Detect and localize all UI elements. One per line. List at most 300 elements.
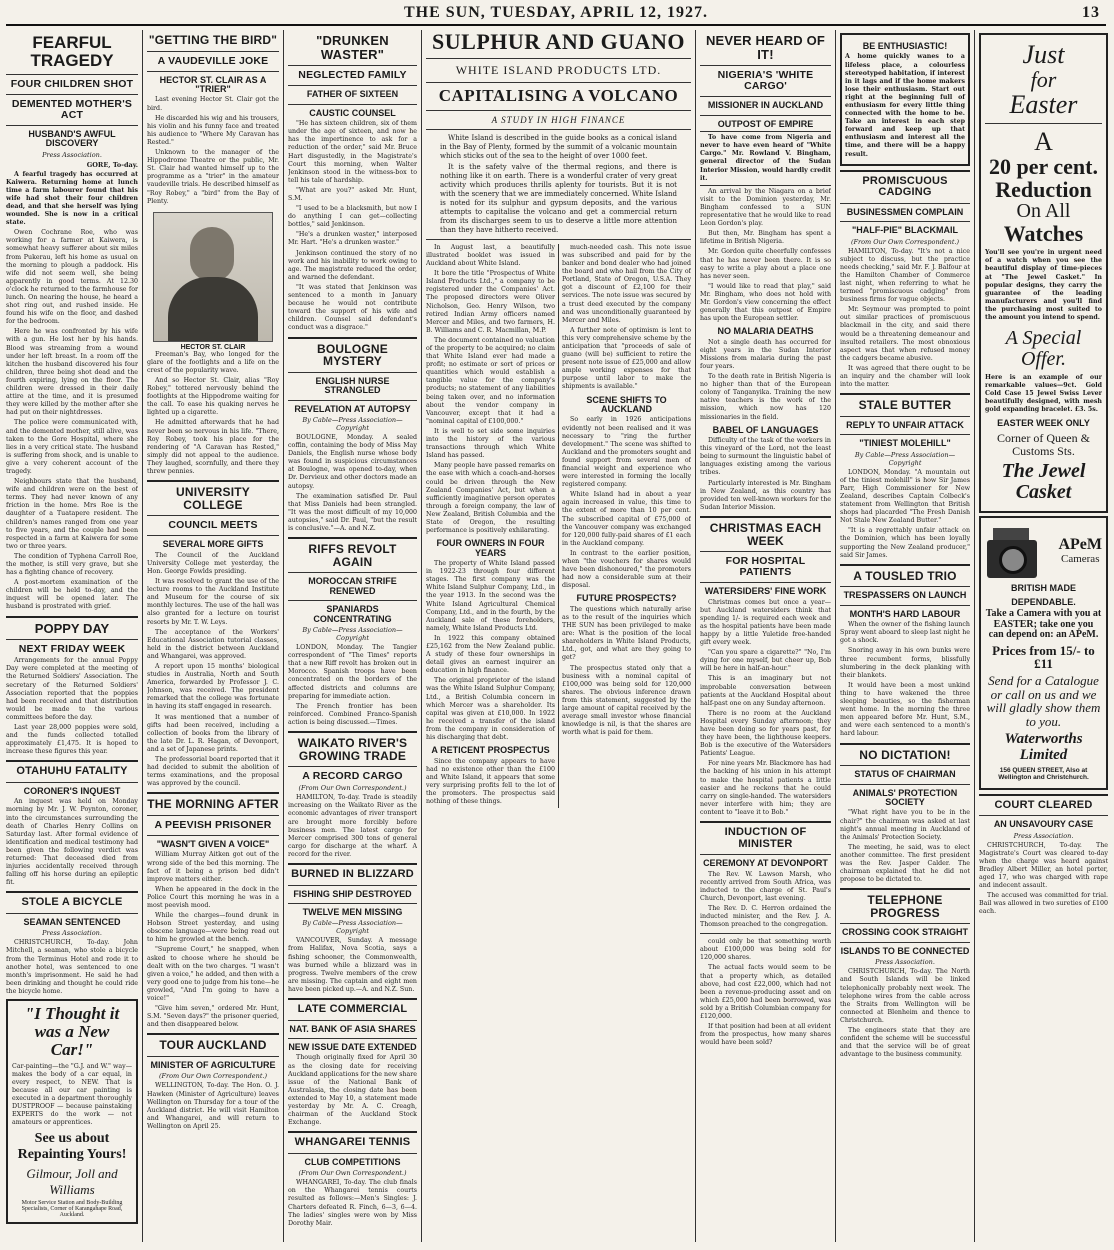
subheadline: SEAMAN SENTENCED [23, 916, 121, 927]
camera-lens-shape [999, 546, 1027, 574]
feature-kicker: A STUDY IN HIGH FINANCE [491, 114, 626, 125]
divider [840, 393, 970, 395]
paragraph: "I used to be a blacksmith, but now I do anything I can get—collecting bottles," said Jenkinson. [288, 205, 417, 229]
paragraph: Here he was confronted by his wife with a gun. He lost her by his hands. Blood was streaming from a wound under her left breast. In a room off the kitchen the husband discovered his four children, three being shot dead and the fourth expiring, lying on the floor. The children were dressed in their daily attire at the time, and it is presumed they were killed by the mother after she had put on their nightdresses. [6, 328, 138, 417]
article-headline: CHRISTMAS EACH WEEK [709, 520, 822, 548]
ad-discount-line: Watches [1003, 221, 1084, 247]
subheadline: SEVERAL MORE GIFTS [162, 539, 264, 550]
divider [840, 888, 970, 890]
logo-word: Limited [1019, 747, 1068, 764]
column-7-ads [979, 30, 1108, 1242]
subheadline: "WASN'T GIVEN A VOICE" [156, 838, 270, 849]
divider [288, 600, 417, 601]
column-rule [283, 30, 284, 1242]
paragraph: "Supreme Court," he snapped, when asked to choose where he should be dealt with on the two charges. "I wasn't given a voice," he added, and then with a very good one to judge from his tone—he growled, "And I'm going to have a voice!" [147, 946, 279, 1003]
paragraph: "Can you spare a cigarette?" "No, I'm dying for one myself, but cheer up, Bob will be here in half-an-hour." [700, 649, 831, 673]
paragraph: A further note of optimism is lent to this very comprehensive scheme by the anticipation that "proceeds of sale of guano (will be) sufficient to retire the present note issue of £25,000 and allow ample working expenses for that purpose until labor to make the shipments is available." [562, 326, 691, 391]
paragraph: An arrival by the Niagara on a brief visit to the Dominion yesterday, Mr. Bingham confessed to a SUN representative that he would like to read Leon Gordon's play. [700, 187, 831, 228]
column-rule [558, 244, 559, 808]
paragraph: WHANGAREI, To-day. The club finals on the Whangarei tennis courts resulted as follows:—Men's Singles: J. Charters defeated R. Finch, 6—3, 6—4. The ladies' singles were won by Miss Dorothy Mair. [288, 1179, 417, 1227]
paragraph: Owen Cochrane Roe, who was working for a farmer at Kaiwera, is somewhat heavy sufferer about six miles from Pukerau, left his home as usual on the morning to plough a paddock. His wife did not seem well, she being apparently in good terms. At 12.30 o'clock he returned to the farmhouse for lunch. On nearing the house, he heard a shot ring out, and rushed inside. He found his wife on the floor, and dashed for the bedroom. [6, 229, 138, 326]
paragraph: The accused was committed for trial. Bail was allowed in two sureties of £100 each. [979, 892, 1108, 916]
divider [6, 94, 138, 95]
article-headline: LATE COMMERCIAL [297, 1003, 408, 1016]
divider [147, 1056, 279, 1057]
section-heading: SCENE SHIFTS TO AUCKLAND [586, 394, 667, 414]
divider [6, 74, 138, 75]
divider [147, 51, 279, 52]
divider [6, 125, 138, 126]
paragraph: Mr. Gordon quite cheerfully confesses that he has never been there. It is so easy to write a play about a place one has never seen. [700, 248, 831, 280]
paragraph: When he appeared in the dock in the Police Court this morning he was in a most peevish mood. [147, 885, 279, 909]
column-1 [6, 30, 138, 1242]
subheadline: BUSINESSMEN COMPLAIN [846, 206, 964, 217]
paragraph: The original proprietor of the island was the White Island Sulphur Company, Ltd., a British Columbia concern in which Mercer was a shareholder. Its capital was given at £10,000. In 1922 he received a transfer of the island from the company in consideration of his discharging that debt. [426, 677, 555, 741]
paragraph: "What right have you to be in the chair?" the chairman was asked at last night's annual meeting in Auckland of the Animals' Protection Society. [840, 809, 970, 841]
divider [426, 58, 691, 59]
subheadline: CLUB COMPETITIONS [304, 1156, 401, 1167]
paragraph: It is well to set side some inquiries into the history of the various transactions through which White Island has passed. [426, 427, 555, 460]
paragraph: The Rev. D. C. Herron ordained the inducted minister, and the Rev. J. A. Thomson preached to the congregation. [700, 904, 831, 929]
article-headline: STOLE A BICYCLE [21, 896, 123, 909]
subheadline: ANIMALS' PROTECTION SOCIETY [852, 787, 958, 807]
portrait-photo [153, 212, 273, 342]
divider [288, 372, 417, 373]
subheadline: CROSSING COOK STRAIGHT [841, 927, 968, 938]
article-headline: TELEPHONE PROGRESS [867, 893, 943, 920]
paragraph: The meeting, he said, was to elect another committee. The first president was the Rev. Jasper Calder. The chairman explained that he did not propose to be dictated to. [840, 843, 970, 884]
paragraph: could only be that something worth about £100,000 was being sold for 120,000 shares. [700, 938, 831, 962]
divider [840, 170, 970, 172]
subheadline: NIGERIA'S 'WHITE CARGO' [717, 69, 814, 93]
ad-logo-jewel-casket [985, 461, 1102, 503]
photo-caption: HECTOR ST. CLAIR [180, 343, 246, 351]
section-heading: NO MALARIA DEATHS [717, 326, 814, 337]
byline: By Cable—Press Association—Copyright [302, 626, 403, 643]
subheadline: ISLANDS TO BE CONNECTED [840, 945, 970, 956]
paragraph: "It is a regrettably unfair attack on the Dominion, which has been loyally supporting the New Zealand producer," said Sir James. [840, 527, 970, 559]
ad-discount-line: A [1034, 126, 1053, 156]
divider [288, 863, 417, 865]
paragraph: In contrast to the earlier position, when "the vouchers for shares would have been dishonoured," the promoters had now a considerable sum at their disposal. [562, 549, 691, 590]
paragraph: The Council of the Auckland University College met yesterday, the Hon. George Fowlds presiding. [147, 551, 279, 575]
column-rule [974, 30, 975, 1242]
paragraph: This is an imaginary but not improbable conversation between patients at the Auckland Hospital about half-past one on any Sunday afternoon. [700, 675, 831, 707]
feature-subheadline: WHITE ISLAND PRODUCTS LTD. [455, 63, 662, 78]
article-headline: THE MORNING AFTER [147, 797, 279, 812]
divider [426, 129, 691, 130]
paragraph: The property of White Island passed in 1922-23 through four different stages. The first company was the White Island Sulphur Company, Ltd., in the year 1913. In the second was the White Island Agricultural Chemical Company, Ltd., and in the fourth, by the Auckland sale of these foreholders, namely, White Island Products Ltd. [426, 560, 555, 632]
article-headline: BURNED IN BLIZZARD [291, 867, 414, 880]
article-headline: OTAHUHU FATALITY [16, 765, 128, 778]
subheadline: AN UNSAVOURY CASE [993, 819, 1094, 830]
paragraph: LONDON, Monday. "A mountain out of the tiniest molehill" is how Sir James Parr, High Commissioner for New Zealand, describes Captain Colbeck's statement from Wellington that British shops had placarded "The Fresh Danish Not Stale New Zealand Butter." [840, 468, 970, 525]
subheadline: NEGLECTED FAMILY [298, 69, 407, 82]
article-headline: BOULOGNE MYSTERY [317, 341, 388, 369]
divider [840, 765, 970, 766]
divider [700, 854, 831, 855]
paragraph: WELLINGTON, To-day. The Hon. O. J. Hawken (Minister of Agriculture) leaves Wellington on Thursday for a tour of the Auckland district. He will visit Hamilton and Whangarei, and will return to Wellington on April 25. [147, 1082, 279, 1130]
subheadline: TRESPASSERS ON LAUNCH [843, 590, 967, 601]
paragraph: It was agreed that there ought to be an inquiry and the chamber will look into the matter. [840, 364, 970, 389]
divider [979, 794, 1108, 796]
paragraph: In August last, a beautifully illustrated booklet was issued in Auckland about White Island. [426, 243, 555, 268]
subheadline: SPANIARDS CONCENTRATING [313, 604, 392, 624]
divider [288, 1153, 417, 1154]
paragraph: The engineers state that they are confident the scheme will be successful and that the service will be of great advantage to the business community. [840, 1026, 970, 1059]
paragraph: Last evening Hector St. Clair got the bird. [147, 96, 279, 112]
paragraph: BOULOGNE, Monday. A sealed coffin, containing the body of Miss May Daniels, the English nurse whose body was found in suspicious circumstances at Boulogne, was opened to-day, when Dr. Dervieux and other doctors made an autopsy. [288, 434, 417, 490]
logo-word: The [1001, 460, 1034, 483]
paragraph: A fearful tragedy has occurred at Kaiwera. Returning home at lunch time a farm labourer found that his wife had shot their four children dead, and that she herself was lying wounded. She is now in a critical state. [6, 170, 138, 227]
paragraph: It bore the title "Prospectus of White Island Products Ltd.," a company to be registered under the Companies' Act. The proposed directors were Oliver Nicholson, Geo. Henry Wilson, two retired Indian Army officers named Mercer and Miles, and two farmers, H. B. Williams and C. R. Macmillan, M.P. [426, 270, 555, 334]
ad-address: Motor Service Station and Body-Building Specialists, Corner of Karangahape Road, Auckland. [21, 1200, 123, 1219]
divider [288, 766, 417, 767]
ad-address: 156 QUEEN STREET, Also at Wellington and Christchurch. [998, 766, 1089, 781]
column-rule [835, 30, 836, 1242]
column-2 [147, 30, 279, 1242]
paragraph: William Murray Aitken got out of the wrong side of the bed this morning. The fact of it being a prison bed didn't improve matters either. [147, 851, 279, 883]
divider [700, 821, 831, 823]
paragraph: The actual facts would seem to be that a property which, as detailed above, had cost £22,000, which had not been a revenue-producing asset and on which £25,000 had been borrowed, was sold by a British Columbian company for £120,000. [700, 964, 831, 1021]
divider [288, 537, 417, 539]
divider [840, 942, 970, 943]
ad-price: Prices from 15/- to £11 [992, 642, 1095, 672]
paragraph: CHRISTCHURCH, To-day. John Mitchell, a seaman, who stole a bicycle from the Terminus Hotel and rode it to another hotel, was sentenced to one month's imprisonment. He said he had been drinking and thought he could ride the bicycle home. [6, 939, 138, 995]
paragraph: The acceptance of the Workers' Educational Association tutorial classes, held in the district between Auckland and Whangarei, was approved. [147, 628, 279, 660]
paragraph: Freeman's Bay, who longed for the glare of the footlights and a life on the crest of the popularity wave. [147, 350, 279, 374]
paragraph: A report upon 15 months' biological studies in Australia, North and South America, forwarded by Professor J. C. Johnson, was received. The president remarked that the college was fortunate in having its staff engaged in research. [147, 662, 279, 711]
article-headline: POPPY DAY [34, 620, 110, 636]
paragraph: In 1922 this company obtained £25,162 from the New Zealand public. A study of these four ownerships in detail gives an earnest inquirer an education in high finance. [426, 634, 555, 675]
divider [840, 203, 970, 204]
page-number: 13 [1082, 4, 1100, 21]
article-headline: UNIVERSITY COLLEGE [175, 485, 250, 512]
enthusiasm-box [840, 33, 970, 166]
paragraph: When the owner of the fishing launch Spray went aboard to sleep last night he got a shock. [840, 621, 970, 645]
ad-discount-line: 20 per cent. [989, 153, 1098, 179]
paragraph: Though originally fixed for April 30 as the closing date for receiving Auckland applications for the new share issue of the National Bank of Australasia, the closing date has been extended to May 10, a statement made yesterday by Mr. A. C. Creagh, chairman of the Auckland Stock Exchange. [288, 1054, 417, 1127]
masthead-title: THE SUN, TUESDAY, APRIL 12, 1927. [403, 4, 709, 21]
paragraph: much-needed cash. This note issue was subscribed and paid for by the banker and bond dealer who had joined the board and who hail from the City of Portland, State of Oregon, U.S.A. They got a discount of £2,100 for their services. The note issue was secured by a trust deed executed by the company and was unconditionally guaranteed by Mercer and Miles. [562, 243, 691, 324]
paragraph: Snoring away in his own bunks were three recumbent forms, blissfully slumbering in the deck planking with their blankets. [840, 647, 970, 679]
divider [840, 743, 970, 745]
divider [147, 792, 279, 794]
paragraph: Since the company appears to have had no existence other than the £100 and White Island, it appears that some very surprising profits fell to the lot of the promoters. The prospectus said nothing of these things. [426, 757, 555, 805]
subheadline: MISSIONER IN AUCKLAND [707, 100, 824, 111]
article-headline: INDUCTION OF MINISTER [724, 826, 807, 850]
ad-body: Car-painting—the "G.J. and W." way—makes the body of a car equal, in every respect, to NEW. That is because all our car painting is executed in a department thoroughly DUSTPROOF — because painstaking EXPERTS do the work — not amateurs or apprentices. [12, 1062, 132, 1127]
article-headline: "GETTING THE BIRD" [148, 33, 278, 47]
divider [147, 71, 279, 72]
subheadline: A VAUDEVILLE JOKE [157, 54, 269, 67]
divider [147, 815, 279, 816]
article-headline: A TOUSLED TRIO [853, 568, 957, 583]
paragraph: "I would like to read that play," said Mr. Bingham, who does not hold with Mr. Gordon's view concerning the effect generally that this outpost of Empire has upon the European settler. [700, 282, 831, 323]
subheadline: MONTH'S HARD LABOUR [849, 608, 961, 619]
paragraph: The French frontier has been reinforced. Combined Franco-Spanish action is being discussed.—Times. [288, 702, 417, 726]
paragraph: The examination satisfied Dr. Paul that Miss Daniels had been strangled. "It was the most difficult of my 10,000 autopsies," said Dr. Paul, "but the result is conclusive."—A. and N.Z. [288, 492, 417, 533]
portrait-body-shape [168, 277, 258, 341]
divider [147, 835, 279, 836]
ad-catalogue: Send for a Catalogue or call on us and we will gladly show them to you. [986, 672, 1101, 729]
paragraph: He admitted afterwards that he had never been so nervous in his life. "There, Roy Robey, took his place for the rendering of "A Caravan has Rested," simply did not appeal to the audience. They laughed, scornfully, and there they threw pennies. [147, 419, 279, 476]
subheadline: "HALF-PIE" BLACKMAIL [851, 225, 959, 236]
paragraph: VANCOUVER, Sunday. A message from Halifax, Nova Scotia, says a fishing schooner, the Commonwealth, was burned while a blizzard was in progress. Twelve members of the crew are missing. The captain and eight men have been picked up.—A. and N.Z. Sun. [288, 937, 417, 993]
byline: By Cable—Press Association—Copyright [302, 919, 403, 936]
subheadline: MINISTER OF AGRICULTURE [150, 1059, 276, 1070]
divider [288, 998, 417, 1000]
divider [979, 815, 1108, 816]
paragraph: And so Hector St. Clair, alias "Roy Robey," tottered nervously behind the footlights at the Hippodrome waiting for the call. To ease his quaking nerves he lighted up a cigarette. [147, 376, 279, 417]
divider [840, 923, 970, 924]
ad-offer-week: EASTER WEEK ONLY [997, 417, 1090, 428]
paragraph: He discarded his wig and his trousers, his violin and his funny face and treated his audience to "Where My Caravan has Rested." [147, 114, 279, 146]
feature-left-column [426, 244, 555, 808]
ad-made: BRITISH MADE [1011, 583, 1076, 594]
box-headline: BE ENTHUSIASTIC! [862, 41, 948, 51]
subheadline: FOR HOSPITAL PATIENTS [725, 555, 806, 579]
feature-headline: SULPHUR AND GUANO [432, 30, 685, 54]
article-headline: TOUR AUCKLAND [159, 1038, 267, 1053]
column-rule [695, 30, 696, 1242]
portrait-head-shape [190, 227, 234, 281]
ad-easter-line: Easter [1009, 90, 1078, 120]
ad-location: Corner of Queen & Customs Sts. [997, 431, 1090, 458]
paragraph: The Rev. W. Lawson Marsh, who recently arrived from South Africa, was inducted to the charge of St. Paul's Church, Devonport, last evening. [700, 870, 831, 902]
paragraph: Many people have passed remarks on the ease with which a coach-and-horses could be driven through the New Zealand Companies' Act, but when a sufficiently imaginative person operates through a foreign company, the law of New Zealand, British Columbia and the State of Oregon, the resulting performance is positively exhilarating. [426, 462, 555, 535]
article-headline: RIFFS REVOLT AGAIN [308, 542, 397, 569]
ad-logo-waterworths [985, 732, 1102, 764]
lead-paragraph: It is the safety valve of the thermal regions, and there is nothing like it on earth. There is a wonderful crater of very great activity which produces thrills aplenty for tourists. But it is not with the scenery that we are immediately concerned. White Island is noted for its sulphur and gypsum deposits, and the various attempts to capitalise the volcano and get a commercial return from its discharges seem to us to deserve a little more attention than they have hitherto received. [440, 162, 677, 234]
paragraph: But then, Mr. Bingham has spent a lifetime in British Nigeria. [700, 230, 831, 246]
article-headline: COURT CLEARED [994, 798, 1093, 811]
subheadline: NEW ISSUE DATE EXTENDED [288, 1042, 417, 1053]
subheadline: OUTPOST OF EMPIRE [717, 118, 814, 129]
article-headline: "DRUNKEN WASTER" [316, 33, 389, 62]
section-heading: BABEL OF LANGUAGES [712, 424, 819, 435]
subheadline: MOROCCAN STRIFE RENEWED [308, 576, 397, 596]
divider [288, 572, 417, 573]
divider [288, 400, 417, 401]
article-headline: FEARFUL TRAGEDY [30, 33, 114, 70]
divider [840, 605, 970, 606]
article-headline: PROMISCUOUS CADGING [862, 174, 948, 199]
article-headline: STALE BUTTER [858, 398, 952, 413]
divider [840, 564, 970, 566]
byline: (From Our Own Correspondent.) [158, 1072, 268, 1081]
advertisement-waterworths [979, 516, 1108, 789]
subheadline: NEXT FRIDAY WEEK [18, 643, 126, 656]
divider [6, 782, 138, 783]
ad-top-row [985, 522, 1102, 580]
ad-headline: See us about Repainting Yours! [17, 1131, 127, 1162]
ad-offer-headline: A Special Offer. [1005, 327, 1082, 371]
column-6 [840, 30, 970, 1242]
divider [700, 582, 831, 583]
paragraph: "Give him seven," ordered Mr. Hunt, S.M. "Seven days?" the prisoner queried, and then disappeared below. [147, 1005, 279, 1029]
article-headline: NEVER HEARD OF IT! [705, 33, 826, 62]
paragraph: It would have been a most unkind thing to have wakened the three sleeping beauties, so the fisherman went home. In the morning the three men appeared before Mr. Hunt, S.M., and were each sentenced to a month's hard labour. [840, 681, 970, 738]
subheadline: "TINIEST MOLEHILL" [859, 438, 951, 449]
divider [840, 586, 970, 587]
paragraph: It was resolved to grant the use of the lecture rooms to the Auckland Institute and Museum for the course of six monthly lectures. The use of the hall was also granted for a lecture on tourist resorts by Mr. T. W. Leys. [147, 578, 279, 626]
byline: (From Our Own Correspondent.) [850, 237, 960, 246]
subheadline: REPLY TO UNFAIR ATTACK [846, 419, 964, 430]
column-3 [288, 30, 417, 1242]
ad-discount-line: Reduction [995, 177, 1092, 203]
subheadline: HUSBAND'S AWFUL DISCOVERY [28, 128, 116, 149]
paragraph: Neighbours state that the husband, wife and children were on the best of terms. They had never known of any friction in the home. Mrs Roe is the daughter of a Tuatapere resident. The children's names ranged from one year to five years, and the couple had been respected in a farm at Kaiwera for some two or three years. [6, 478, 138, 550]
column-4-feature [426, 30, 691, 1242]
subheadline: CAUSTIC COUNSEL [309, 107, 396, 118]
divider [6, 616, 138, 618]
paragraph: There is no room at the Auckland Hospital every Sunday afternoon; they have been doing so for years past, for they have been, the lighthouse keepers. Bob is the executive of the Watersiders Patients' League. [700, 709, 831, 758]
divider [147, 515, 279, 516]
feature-right-column [562, 244, 691, 808]
paragraph: The professorial board reported that it had decided to submit the abolition of terms examinations, and the proposal was approved by the council. [147, 756, 279, 788]
paragraph: While the charges—found drunk in Hobson Street yesterday, and using obscene language—were being read out to him he growled at the bench. [147, 912, 279, 944]
subheadline: FOUR CHILDREN SHOT [10, 77, 134, 90]
paragraph: Arrangements for the annual Poppy Day were completed at the meeting of the Returned Soldiers' Association. The secretary of the Returned Soldiers' Association reported that the poppies had been received and that distribution would be made to the various committees before the day. [6, 657, 138, 721]
feature-subheadline: CAPITALISING A VOLCANO [438, 86, 679, 106]
section-heading: A RETICENT PROSPECTUS [431, 745, 550, 756]
ad-discount-line: On All [1016, 200, 1071, 223]
article-headline: WAIKATO RIVER'S GROWING TRADE [297, 736, 408, 763]
logo-word: Waterworths [1004, 731, 1083, 748]
subheadline: A RECORD CARGO [302, 770, 403, 783]
ad-dependable: DEPENDABLE. [1011, 596, 1076, 607]
paragraph: Mr. Seymour was prompted to point out similar practices of promiscuous blackmail in the city, and said there would be a threatening demeanour and insulted retailers. The most obnoxious aspect was that when refused money the cadgers became abusive. [840, 306, 970, 362]
subheadline: DEMENTED MOTHER'S ACT [11, 97, 133, 121]
byline: (From Our Own Correspondent.) [298, 784, 407, 793]
ad-brand: APeM [1058, 536, 1102, 554]
divider [840, 416, 970, 417]
divider [840, 784, 970, 785]
divider [700, 96, 831, 97]
divider [288, 903, 417, 904]
paragraph: Last year 28,000 poppies were sold, and the funds collected totalled approximately £1,475. It is hoped to increase these figures this year. [6, 723, 138, 756]
divider [6, 639, 138, 640]
subheadline: FISHING SHIP DESTROYED [293, 888, 412, 899]
divider [288, 885, 417, 886]
paragraph: If that position had been at all evident from the prospectus, how many shares would have been sold? [700, 1023, 831, 1047]
column-rule [142, 30, 143, 1242]
paragraph: To the death rate in British Nigeria is no higher than that of the European colony of Tanganyika. Training the new native teachers is the work of the mission, which now has 120 missionaries in the field. [700, 373, 831, 421]
paragraph: So early in 1926 anticipations evidently not been realised and it was necessary to "ring the further development." The scene was shifted to Auckland and the promoters sought and found support from several men of financial weight and experience who were interested in forming the locally registered company. [562, 416, 691, 489]
divider [700, 115, 831, 116]
paragraph: "What are you?" asked Mr. Hunt, S.M. [288, 186, 417, 203]
subheadline: NAT. BANK OF ASIA SHARES [289, 1023, 416, 1034]
ad-brand-block [1058, 537, 1102, 565]
divider [147, 1033, 279, 1035]
paragraph: Jenkinson continued the story of no work and his inability to work owing to age. The magistrate reduced the order, and warned the defendant. [288, 249, 417, 281]
logo-word: Jewel [1038, 460, 1086, 483]
paragraph: The police were communicated with, and the demented mother, still alive, was taken to the Gore Hospital, where she lies in a very critical state. The husband is suffering from shock, and is unable to give a very coherent account of the tragedy. [6, 419, 138, 475]
divider [426, 82, 691, 83]
divider [288, 731, 417, 733]
intro-box: To have come from Nigeria and never to have even heard of "White Cargo." Mr. Rowland V. Bingham, general director of the Sudan Interior Mission, would hardly credit it. [700, 131, 831, 186]
paragraph: The condition of Typhena Carroll Roe, the mother, is still very grave, but she has a fighting chance of recovery. [6, 552, 138, 577]
section-heading: FOUR OWNERS IN FOUR YEARS [436, 538, 545, 558]
divider [6, 891, 138, 893]
ad-offer-text: Here is an example of our remarkable values—9ct. Gold Cold Case 15 Jewel Swiss Lever beautifully designed, with mesh gold expanding bracelet. £3. 5s. [985, 374, 1102, 414]
divider [700, 551, 831, 552]
divider [288, 1038, 417, 1039]
ad-quote: "I Thought it was a New Car!" [24, 1004, 120, 1059]
divider [426, 239, 691, 240]
paragraph: Particularly interested is Mr. Bingham in New Zealand, as this country has provided ten well-known workers for the Sudan Interior Mission. [700, 479, 831, 511]
subheadline: STATUS OF CHAIRMAN [854, 769, 956, 780]
feature-body [426, 244, 691, 808]
paragraph: "He has sixteen children, six of them under the age of sixteen, and now he has the impertinence to ask for a reduction of the order," said Mr. Bruce Hart disgustedly, in the Magistrate's Court this morning, when Walter Jenkinson stood in the witness-box to tell his tale of hardship. [288, 120, 417, 184]
logo-word: Casket [1015, 481, 1072, 504]
column-rule [421, 30, 422, 1242]
subheadline: TWELVE MEN MISSING [302, 906, 403, 917]
box-text: A home quickly wanes to a lifeless place, a colourless stereotyped habitation, if interest in it lags and if the home makers lose their enthusiasm. Start out right at the beginning full of enthusiasm for every little thing connected with the home to be. Take an interest in each step forward and keep up that enthusiasm and interest all the time, and there will be a happy result. [845, 53, 965, 158]
divider [147, 480, 279, 482]
paragraph: Difficulty of the task of the workers in this vineyard of the Lord, not the least being to surmount the linguistic babel of languages existing among the various tribes. [700, 437, 831, 477]
column-5 [700, 30, 831, 1242]
subheadline: WATERSIDERS' FINE WORK [704, 586, 827, 597]
subheadline: REVELATION AT AUTOPSY [294, 403, 411, 414]
subheadline: A PEEVISH PRISONER [154, 818, 272, 831]
ad-easter-line: for [1030, 67, 1057, 93]
ad-body: Take a Camera with you at EASTER; take one you can depend on: an APeM. [985, 608, 1102, 641]
divider [840, 434, 970, 435]
subheadline: FATHER OF SIXTEEN [306, 89, 399, 100]
ad-easter-line: Just [1022, 40, 1065, 69]
divider [288, 85, 417, 86]
byline: By Cable—Press Association—Copyright [302, 416, 403, 433]
byline: Press Association. [42, 929, 102, 938]
camera-icon [985, 522, 1041, 580]
paragraph: A post-mortem examination of the children will be held to-day, and the inquest will be opened later. The husband is prostrated with grief. [6, 579, 138, 611]
paragraph: HAMILTON, To-day. Trade is steadily increasing on the Waikato River as the economic advantages of river transport are brought more forcibly before business men. The latest cargo for Mercer comprised 300 tons of general cargo for discharge at the wharf. A record for the river. [288, 794, 417, 858]
advertisement-gilmour [6, 999, 138, 1224]
divider [6, 760, 138, 762]
divider [426, 110, 691, 111]
divider [288, 65, 417, 66]
lead-paragraph: White Island is described in the guide books as a conical island in the Bay of Plenty, formed by the summit of a volcanic mountain which sticks out of the sea to the height of over 1000 feet. [440, 133, 677, 160]
paragraph: "It was stated that Jenkinson was sentenced to a month in January because he would not contribute toward the support of his wife and children. Counsel said defendant's conduct was a disgrace." [288, 283, 417, 332]
article-headline: NO DICTATION! [859, 747, 951, 762]
byline: Press Association. [875, 958, 935, 967]
paragraph: CHRISTCHURCH, To-day. The North and South Islands will be linked telephonically probably next week. The telephone wires from the cable across the Straits from Wellington will be connected at Blenheim and thence to Christchurch. [840, 968, 970, 1024]
byline: Press Association. [1013, 831, 1074, 840]
divider [840, 221, 970, 222]
byline: Press Association. [42, 150, 102, 159]
dateline: GORE, To-day. [86, 160, 138, 169]
paragraph: For nine years Mr. Blackmore has had the backing of his union in his attempt to make the hospital patients a little easier and he reckons that he could carry on single-handed. The watersiders never interfere with him; they are content to "leave it to Bob." [700, 760, 831, 816]
masthead [6, 4, 1106, 26]
paragraph: The document contained no valuation of the property to be acquired; no claim that White Island ever had made a profit; no estimate or sort of prices or quantities which would establish a tangible value for the company's products; no statement of any liabilities being taken over, and no information about the vendor company in Vancouver, except that it had a "nominal capital of £100,000." [426, 336, 555, 425]
subheadline: CEREMONY AT DEVONPORT [703, 858, 828, 869]
paragraph: CHRISTCHURCH, To-day. The Magistrate's Court was cleared to-day when the charge was heard against Bradley Albert Miller, an hotel porter, aged 17, who was charged with rape and indecent assault. [979, 841, 1108, 889]
paragraph: "He's a drunken waster," interposed Mr. Hart. "He's a drunken waster." [288, 231, 417, 247]
subheadline: ENGLISH NURSE STRANGLED [315, 375, 390, 396]
divider [147, 535, 279, 536]
section-heading: FUTURE PROSPECTS? [576, 593, 677, 604]
paragraph: The prospectus stated only that a business with a nominal capital of £100,000 was being sold for 120,000 shares. The obvious inference drawn from this statement, suggested by the large amount of capital received by the average small investor whose financial knowledge is nil, is that the shares are worth what is paid for them. [562, 664, 691, 737]
subheadline: HECTOR ST. CLAIR AS A "TRIER" [159, 74, 267, 95]
paragraph: Unknown to the manager of the Hippodrome Theatre or the public, Mr. St. Clair had wanted himself up to the programme as a "trier" in the amateur vaudeville trials. He described himself as "Roy Robey," a "bird" from the Bay of Plenty. [147, 149, 279, 205]
divider [985, 123, 1102, 124]
subheadline: CORONER'S INQUEST [23, 785, 121, 796]
paragraph: Christmas comes but once a year—but Auckland watersiders think that spending 1/- is required each week and as the hospital patients have been made happy by a little Yuletide free-handed gift every week. [700, 598, 831, 647]
ad-firm-name: Gilmour, Joll and Williams [26, 1166, 118, 1198]
paragraph: Not a single death has occurred for eight years in the Sudan Interior Missions from malaria during the past four years. [700, 338, 831, 370]
